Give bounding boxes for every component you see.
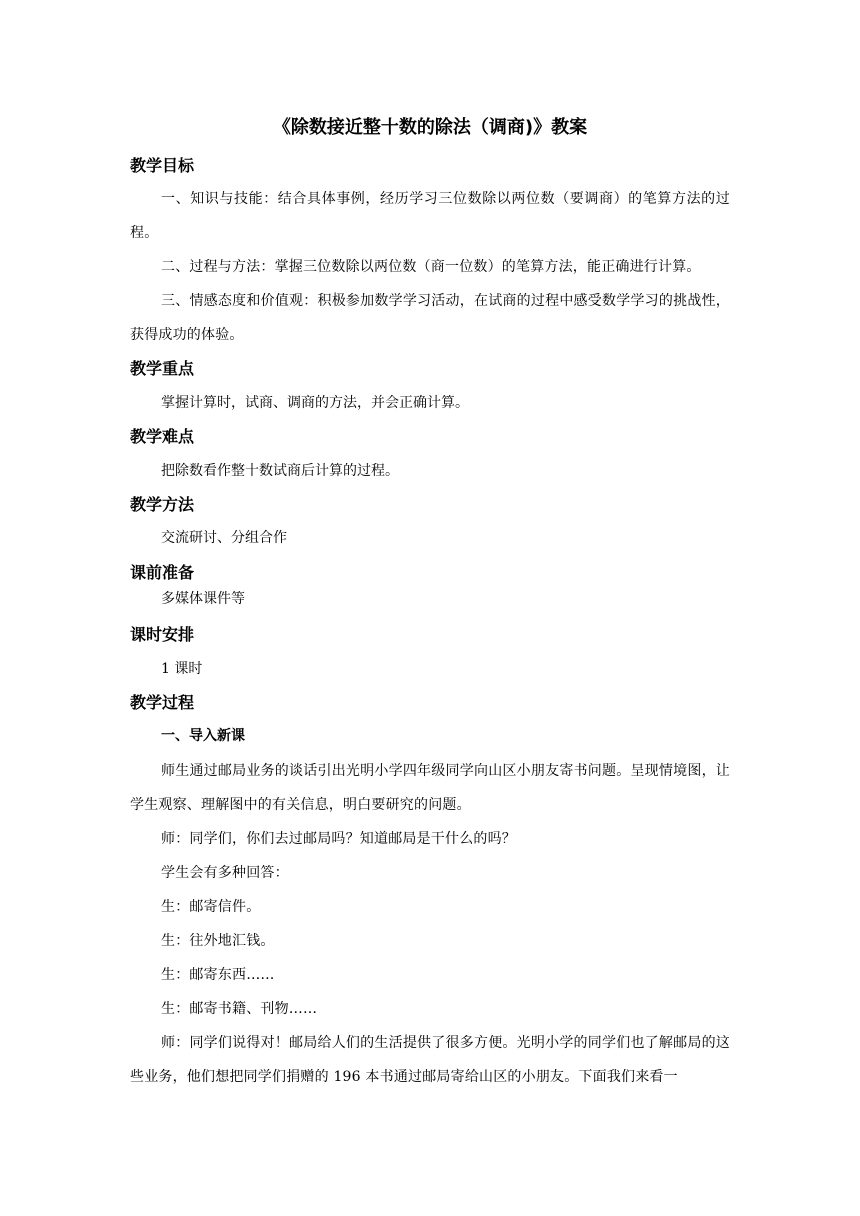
section-heading-schedule: 课时安排	[130, 625, 195, 644]
process-paragraph-5: 生：往外地汇钱。	[161, 933, 275, 949]
process-paragraph-2: 师：同学们，你们去过邮局吗？知道邮局是干什么的吗？	[161, 831, 516, 847]
section-heading-difficulties: 教学难点	[130, 427, 195, 446]
goals-paragraph-3: 三、情感态度和价值观：积极参加数学学习活动，在试商的过程中感受数学学习的挑战性，获得成功的体验。	[130, 293, 730, 343]
process-paragraph-7: 生：邮寄书籍、刊物……	[161, 1001, 318, 1017]
process-paragraph-4: 生：邮寄信件。	[161, 899, 261, 915]
key-points-text: 掌握计算时，试商、调商的方法，并会正确计算。	[161, 395, 469, 411]
process-subheading-1: 一、导入新课	[161, 728, 245, 744]
section-heading-preparation: 课前准备	[130, 563, 195, 582]
section-heading-goals: 教学目标	[130, 156, 195, 175]
section-heading-process: 教学过程	[130, 693, 195, 712]
section-heading-key-points: 教学重点	[130, 359, 195, 378]
process-paragraph-3: 学生会有多种回答：	[161, 865, 289, 881]
process-paragraph-1: 师生通过邮局业务的谈话引出光明小学四年级同学向山区小朋友寄书问题。呈现情境图，让学生观察、理解图中的有关信息，明白要研究的问题。	[130, 763, 730, 813]
preparation-text: 多媒体课件等	[161, 591, 245, 607]
goals-paragraph-2: 二、过程与方法：掌握三位数除以两位数（商一位数）的笔算方法，能正确进行计算。	[161, 259, 701, 275]
schedule-text: 1 课时	[161, 661, 203, 677]
process-paragraph-8: 师：同学们说得对！邮局给人们的生活提供了很多方便。光明小学的同学们也了解邮局的这些业务，他们想把同学们捐赠的 196 本书通过邮局寄给山区的小朋友。下面我们来看一	[130, 1035, 730, 1085]
difficulties-text: 把除数看作整十数试商后计算的过程。	[161, 463, 399, 479]
section-heading-methods: 教学方法	[130, 495, 195, 514]
document-title: 《除数接近整十数的除法（调商)》教案	[272, 117, 588, 138]
goals-paragraph-1: 一、知识与技能：结合具体事例，经历学习三位数除以两位数（要调商）的笔算方法的过程。	[130, 191, 730, 241]
methods-text: 交流研讨、分组合作	[161, 530, 287, 546]
process-paragraph-6: 生：邮寄东西……	[161, 967, 275, 983]
